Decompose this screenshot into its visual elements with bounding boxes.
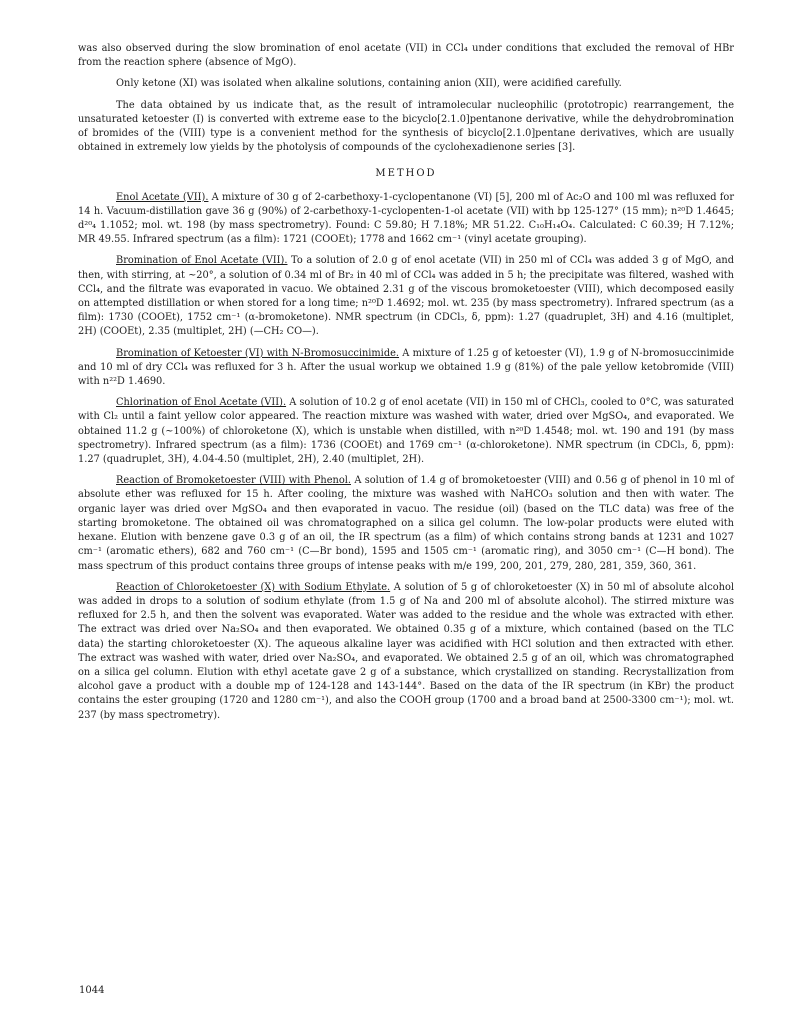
subheading-enol-acetate: Enol Acetate (VII). <box>116 191 209 203</box>
body-ethylate: A solution of 5 g of chloroketoester (X) in 50 ml of absolute alcohol was added in drops to a solution of sodium ethylate (from 1.5 g of Na and 200 ml of absolute alcohol). The stirred mixture was refluxed for 2.5 h, and then the solvent was evaporated. Water was added to the residue and the whole was extracted with ether. The extract was dried over Na₂SO₄ and then evaporated. We obtained 0.35 g of a mixture, which contained (based on the TLC data) the starting chloroketoester (X). The aqueous alkaline layer was acidified with HCl solution and then extracted with ether. The extract was washed with water, dried over Na₂SO₄, and evaporated. We obtained 2.5 g of an oil, which was chromatographed on a silica gel column. Elution with ethyl acetate gave 2 g of a substance, which crystallized on standing. Recrystallization from alcohol gave a product with a double mp of 124-128 and 143-144°. Based on the data of the IR spectrum (in KBr) the product contains the ester grouping (1720 and 1280 cm⁻¹), and also the COOH group (1700 and a broad band at 2500-3300 cm⁻¹); mol. wt. 237 (by mass spectrometry). <box>78 581 734 721</box>
subheading-phenol: Reaction of Bromoketoester (VIII) with Phenol. <box>116 475 351 487</box>
subheading-ethylate: Reaction of Chloroketoester (X) with Sodium Ethylate. <box>116 581 391 593</box>
paragraph-conclusions: The data obtained by us indicate that, as the result of intramolecular nucleophilic (prototropic) rearrangement, the unsaturated ketoester (I) is converted with extreme ease to the bicyclo[2.1.0]pentanone derivative, while the dehydrobromination of bromides of the (VIII) type is a convenient method for the synthesis of bicyclo[2.1.0]pentane derivatives, which are usually obtained in extremely low yields by the photolysis of compounds of the cyclohexadienone series [3]. <box>78 99 734 154</box>
section-bromination <box>78 254 734 339</box>
body-nbs: A mixture of 1.25 g of ketoester (VI), 1.9 g of N-bromosuccinimide and 10 ml of dry CCl₄ was refluxed for 3 h. After the usual workup we obtained 1.9 g (81%) of the pale yellow ketobromide (VIII) with n²²D 1.4690. <box>78 347 735 388</box>
section-nbs <box>78 347 734 390</box>
section-enol-acetate <box>78 191 734 248</box>
section-title: METHOD <box>375 168 437 180</box>
body-enol-acetate: A mixture of 30 g of 2-carbethoxy-1-cyclopentanone (VI) [5], 200 ml of Ac₂O and 100 ml was refluxed for 14 h. Vacuum-distillation gave 36 g (90%) of 2-carbethoxy-1-cyclopenten-1-ol acetate (VII) with bp 125-127° (15 mm); n²⁰D 1.4645; d²⁰₄ 1.1052; mol. wt. 198 (by mass spectrometry). Found: C 59.80; H 7.18%; MR 51.22. C₁₀H₁₄O₄. Calculated: C 60.39; H 7.12%; MR 49.55. Infrared spectrum (as a film): 1721 (COOEt); 1778 and 1662 cm⁻¹ (vinyl acetate grouping). <box>78 191 734 246</box>
section-phenol <box>78 474 734 573</box>
subheading-nbs: Bromination of Ketoester (VI) with N-Bromosuccinimide. <box>116 347 400 359</box>
section-chlorination <box>78 396 734 467</box>
page-number: 1044 <box>79 985 105 996</box>
page-body <box>78 42 734 730</box>
subheading-bromination: Bromination of Enol Acetate (VII). <box>116 255 288 267</box>
body-chlorination: A solution of 10.2 g of enol acetate (VII) in 150 ml of CHCl₃, cooled to 0°C, was saturated with Cl₂ until a faint yellow color appeared. The reaction mixture was washed with water, dried over MgSO₄, and evaporated. We obtained 11.2 g (~100%) of chloroketone (X), which is unstable when distilled, with n²⁰D 1.4548; mol. wt. 190 and 191 (by mass spectrometry). Infrared spectrum (as a film): 1736 (COOEt) and 1769 cm⁻¹ (α-chloroketone). NMR spectrum (in CDCl₃, δ, ppm): 1.27 (quadruplet, 3H), 4.04-4.50 (multiplet, 2H), 2.40 (multiplet, 2H). <box>78 397 734 466</box>
paragraph-continuation: was also observed during the slow bromination of enol acetate (VII) in CCl₄ under conditions that excluded the removal of HBr from the reaction sphere (absence of MgO). <box>78 43 734 69</box>
body-bromination: To a solution of 2.0 g of enol acetate (VII) in 250 ml of CCl₄ was added 3 g of MgO, and then, with stirring, at ~20°, a solution of 0.34 ml of Br₂ in 40 ml of CCl₄ was added in 5 h; the precipitate was filtered, washed with CCl₄, and the filtrate was evaporated in vacuo. We obtained 2.31 g of the viscous bromoketoester (VIII), which decomposed easily on attempted distillation or when stored for a long time; n²⁰D 1.4692; mol. wt. 235 (by mass spectrometry). Infrared spectrum (as a film): 1730 (COOEt), 1752 cm⁻¹ (α-bromoketone). NMR spectrum (in CDCl₃, δ, ppm): 1.27 (quadruplet, 3H) and 4.16 (multiplet, 2H) (COOEt), 2.35 (multiplet, 2H) (—CH₂ CO—). <box>78 255 734 338</box>
section-ethylate <box>78 581 734 723</box>
paragraph-ketone-isolation: Only ketone (XI) was isolated when alkaline solutions, containing anion (XII), were acidified carefully. <box>116 78 622 90</box>
subheading-chlorination: Chlorination of Enol Acetate (VII). <box>116 397 287 409</box>
body-phenol: A solution of 1.4 g of bromoketoester (VIII) and 0.56 g of phenol in 10 ml of absolute ether was refluxed for 15 h. After cooling, the mixture was washed with NaHCO₃ solution and then with water. The organic layer was dried over MgSO₄ and then evaporated in vacuo. The residue (oil) (based on the TLC data) was free of the starting bromoketone. The obtained oil was chromatographed on a silica gel column. The low-polar products were eluted with hexane. Elution with benzene gave 0.3 g of an oil, the IR spectrum (as a film) of which contains strong bands at 1231 and 1027 cm⁻¹ (aromatic ethers), 682 and 760 cm⁻¹ (C—Br bond), 1595 and 1505 cm⁻¹ (aromatic ring), and 3050 cm⁻¹ (C—H bond). The mass spectrum of this product contains three groups of intense peaks with m/e 199, 200, 201, 279, 280, 281, 359, 360, 361. <box>78 475 734 572</box>
